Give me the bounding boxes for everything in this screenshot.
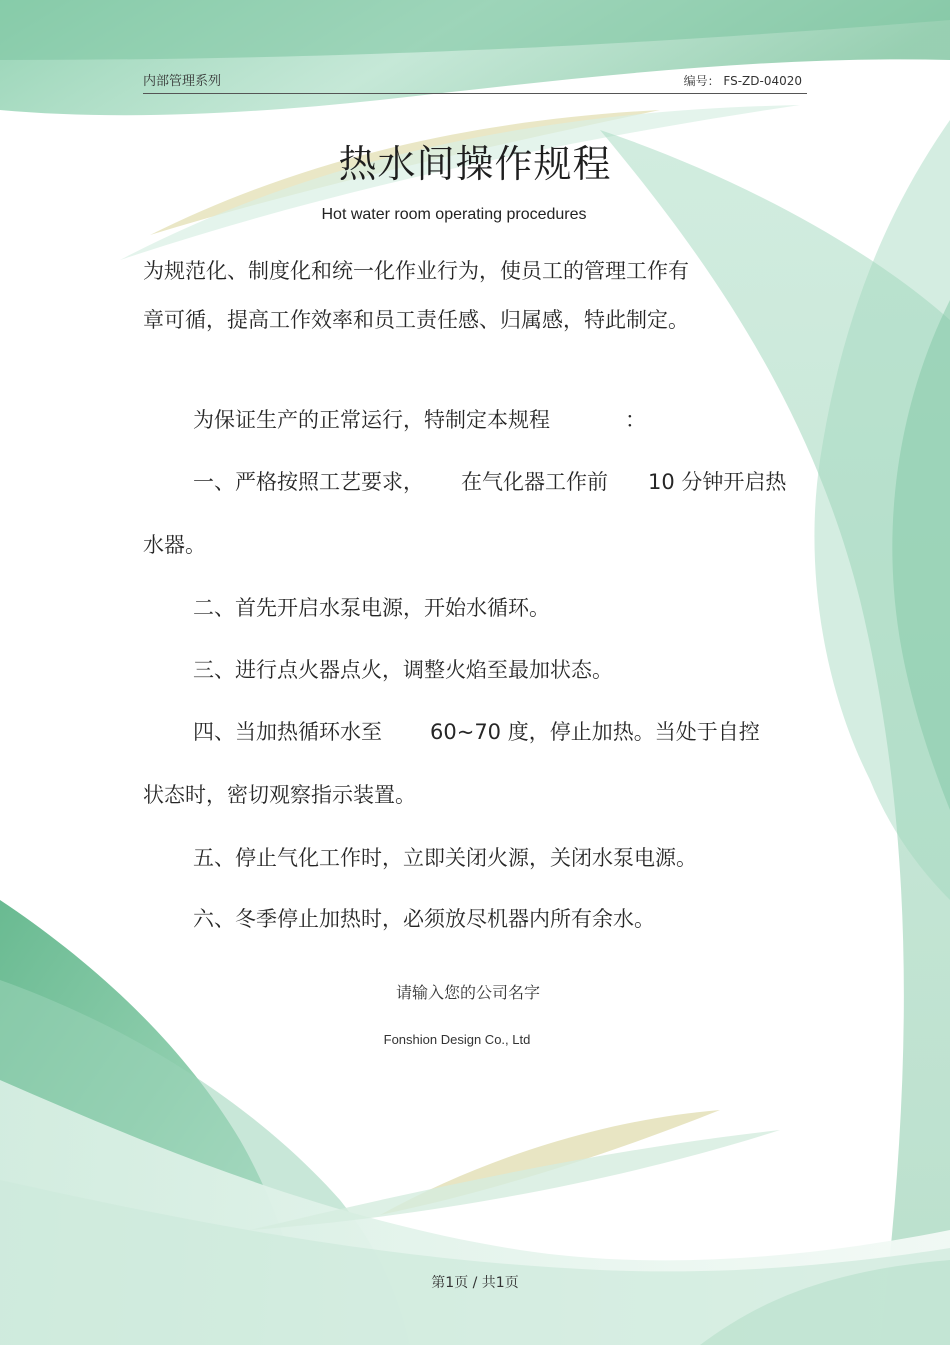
step-2: 二、首先开启水泵电源，开始水循环。 (193, 596, 550, 620)
intro-line-2: 章可循，提高工作效率和员工责任感、归属感，特此制定。 (143, 308, 689, 332)
page-number: 第1页 / 共1页 (431, 1275, 519, 1291)
step-4-part-1: 四、当加热循环水至 (193, 720, 382, 744)
step-1-part-1: 一、严格按照工艺要求， (193, 470, 424, 494)
document-title: 热水间操作规程 (338, 142, 612, 186)
company-name-cn: 请输入您的公司名字 (395, 983, 540, 1002)
company-name-en: Fonshion Design Co., Ltd (383, 1032, 531, 1047)
header-doc-number: 编号： FS-ZD-04020 (683, 74, 802, 88)
step-3: 三、进行点火器点火，调整火焰至最加状态。 (193, 658, 613, 682)
step-6: 六、冬季停止加热时，必须放尽机器内所有余水。 (193, 907, 655, 931)
header-series: 内部管理系列 (143, 74, 222, 89)
step-4-continuation: 状态时，密切观察指示装置。 (143, 783, 416, 807)
step-1-part-3: 10 分钟开启热 (648, 470, 787, 494)
lead-in-text: 为保证生产的正常运行，特制定本规程 (193, 408, 550, 432)
step-5: 五、停止气化工作时，立即关闭火源，关闭水泵电源。 (193, 846, 697, 870)
lead-in-colon: ： (625, 408, 646, 432)
document-subtitle: Hot water room operating procedures (321, 206, 587, 223)
step-1-part-2: 在气化器工作前 (461, 470, 608, 494)
step-1-continuation: 水器。 (143, 533, 206, 557)
step-4-part-2: 60~70 度，停止加热。当处于自控 (430, 720, 760, 744)
intro-line-1: 为规范化、制度化和统一化作业行为，使员工的管理工作有 (143, 259, 689, 283)
header-divider (143, 93, 807, 94)
